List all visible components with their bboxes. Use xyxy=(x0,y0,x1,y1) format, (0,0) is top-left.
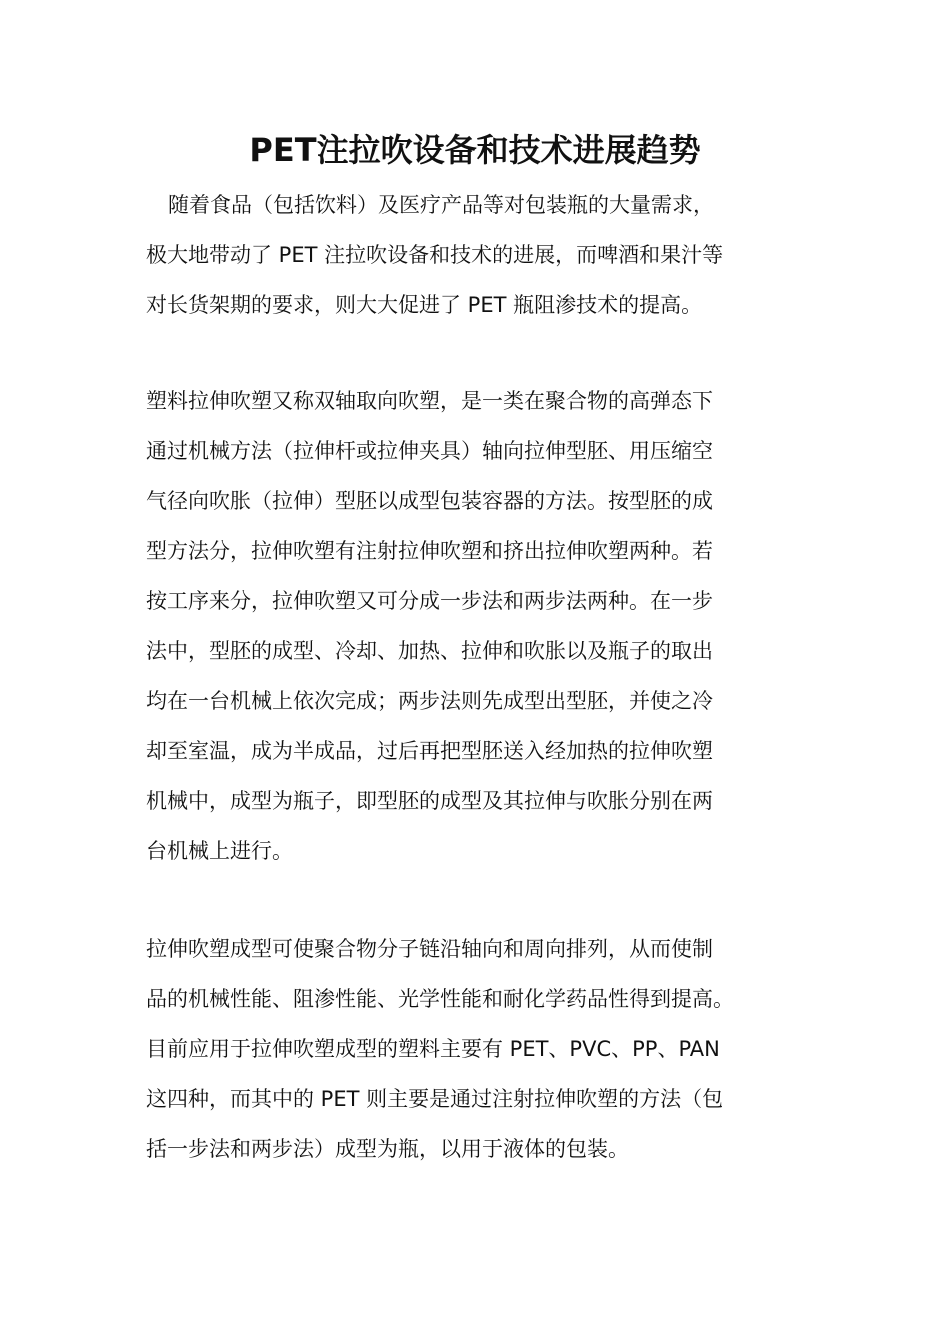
paragraph-line: 却至室温，成为半成品，过后再把型胚送入经加热的拉伸吹塑 xyxy=(146,739,713,763)
paragraph-line: 台机械上进行。 xyxy=(146,839,293,863)
document-title: PET注拉吹设备和技术进展趋势 xyxy=(249,131,701,169)
paragraph-line: 机械中，成型为瓶子，即型胚的成型及其拉伸与吹胀分别在两 xyxy=(146,789,713,813)
paragraph-line: 极大地带动了 PET 注拉吹设备和技术的进展，而啤酒和果汁等 xyxy=(146,243,724,267)
paragraph-line: 目前应用于拉伸吹塑成型的塑料主要有 PET、PVC、PP、PAN xyxy=(146,1037,720,1061)
paragraph-line: 括一步法和两步法）成型为瓶，以用于液体的包装。 xyxy=(146,1137,629,1161)
paragraph-line: 拉伸吹塑成型可使聚合物分子链沿轴向和周向排列，从而使制 xyxy=(146,937,713,961)
paragraph-stretch-blow-benefits xyxy=(146,924,836,1174)
paragraph-line: 品的机械性能、阻渗性能、光学性能和耐化学药品性得到提高。 xyxy=(146,987,734,1011)
paragraph-line: 型方法分，拉伸吹塑有注射拉伸吹塑和挤出拉伸吹塑两种。若 xyxy=(146,539,713,563)
paragraph-line: 塑料拉伸吹塑又称双轴取向吹塑，是一类在聚合物的高弹态下 xyxy=(146,389,713,413)
paragraph-line: 对长货架期的要求，则大大促进了 PET 瓶阻渗技术的提高。 xyxy=(146,293,703,317)
paragraph-line: 通过机械方法（拉伸杆或拉伸夹具）轴向拉伸型胚、用压缩空 xyxy=(146,439,713,463)
paragraph-line: 气径向吹胀（拉伸）型胚以成型包装容器的方法。按型胚的成 xyxy=(146,489,713,513)
paragraph-line: 随着食品（包括饮料）及医疗产品等对包装瓶的大量需求， xyxy=(168,193,714,217)
paragraph-line: 均在一台机械上依次完成；两步法则先成型出型胚，并使之冷 xyxy=(146,689,713,713)
paragraph-intro xyxy=(146,180,836,330)
paragraph-line: 按工序来分，拉伸吹塑又可分成一步法和两步法两种。在一步 xyxy=(146,589,713,613)
paragraph-line: 法中，型胚的成型、冷却、加热、拉伸和吹胀以及瓶子的取出 xyxy=(146,639,713,663)
paragraph-line: 这四种，而其中的 PET 则主要是通过注射拉伸吹塑的方法（包 xyxy=(146,1087,724,1111)
paragraph-stretch-blow-definition xyxy=(146,376,836,876)
